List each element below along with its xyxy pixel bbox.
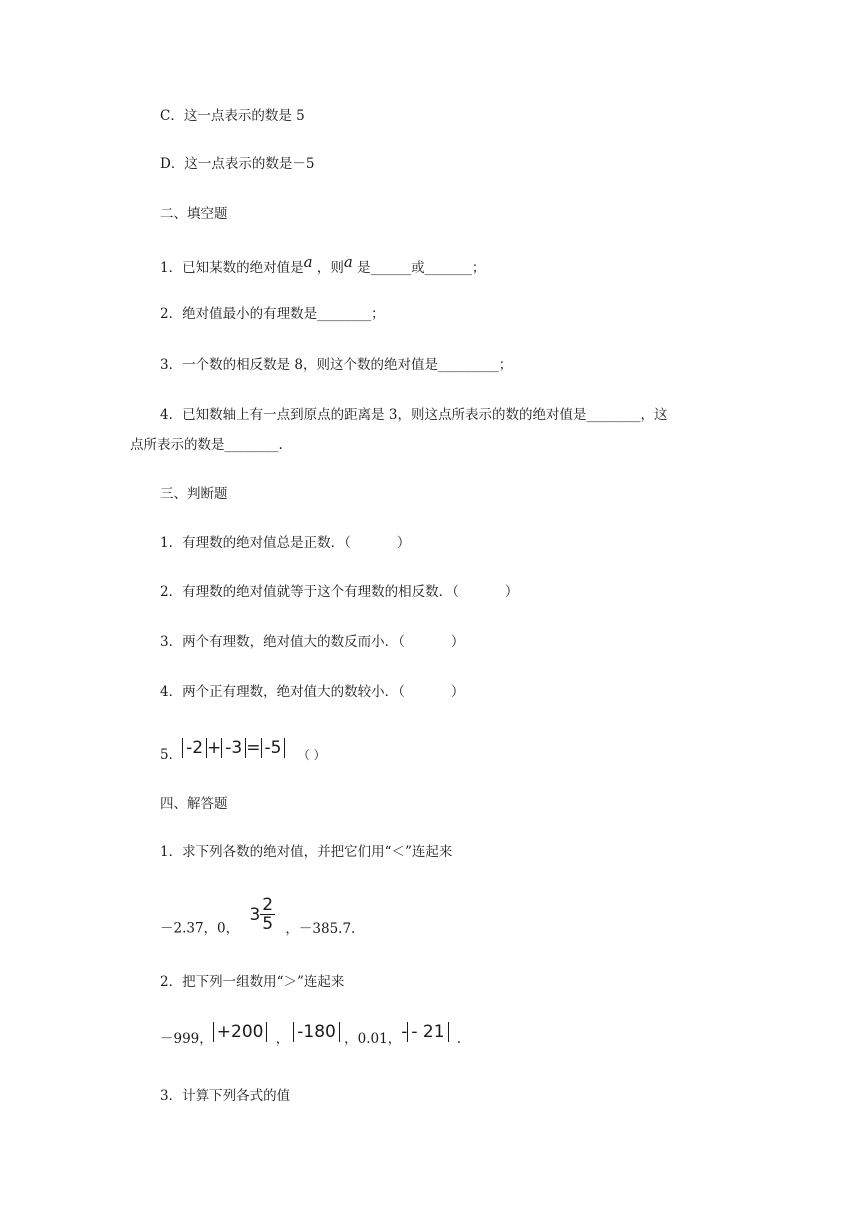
fill-question-4-line-1: 4．已知数轴上有一点到原点的距离是 3，则这点所表示的数的绝对值是________，这	[160, 407, 668, 423]
answer-question-2-numbers: －999， +200 ， -180 ，0.01，- - 21 .	[160, 1022, 462, 1047]
absolute-value-equation: -2 + -3 = -5	[182, 738, 285, 758]
answer-question-1-numbers: －2.37，0， 3 $\frac{2}{5}$ ，－385.7.	[160, 895, 356, 937]
fill-question-1: 1．已知某数的绝对值是a ，则a 是______或_______；	[160, 253, 486, 276]
answer-question-2: 2．把下列一组数用“＞”连起来	[160, 974, 345, 990]
variable-a: a	[343, 253, 353, 271]
fill-question-2: 2．绝对值最小的有理数是________；	[160, 306, 385, 322]
judgment-question-1: 1．有理数的绝对值总是正数．（ ）	[160, 535, 411, 551]
absolute-value-plus-200: +200	[213, 1022, 268, 1042]
option-c: C．这一点表示的数是 5	[160, 108, 305, 124]
negative-absolute-value-21: - - 21	[401, 1022, 448, 1042]
fill-question-4-line-2: 点所表示的数是________.	[130, 437, 283, 453]
answer-question-1: 1．求下列各数的绝对值，并把它们用“＜”连起来	[160, 844, 453, 860]
variable-a: a	[303, 253, 313, 271]
judgment-question-3: 3．两个有理数，绝对值大的数反而小．（ ）	[160, 634, 465, 650]
section-answer-heading: 四、解答题	[160, 796, 228, 812]
judgment-question-4: 4．两个正有理数，绝对值大的数较小．（ ）	[160, 684, 465, 700]
option-d: D．这一点表示的数是－5	[160, 156, 315, 172]
section-judgment-heading: 三、判断题	[160, 486, 228, 502]
judgment-question-2: 2．有理数的绝对值就等于这个有理数的相反数．（ ）	[160, 584, 519, 600]
fill-question-3: 3．一个数的相反数是 8，则这个数的绝对值是_________；	[160, 357, 513, 373]
judgment-question-5: 5． -2 + -3 = -5 （ ）	[160, 738, 326, 763]
section-fill-blank-heading: 二、填空题	[160, 206, 228, 222]
mixed-fraction: 3 $\frac{2}{5}$	[249, 895, 274, 934]
answer-question-3: 3．计算下列各式的值	[160, 1088, 291, 1104]
absolute-value-minus-180: -180	[293, 1022, 340, 1042]
